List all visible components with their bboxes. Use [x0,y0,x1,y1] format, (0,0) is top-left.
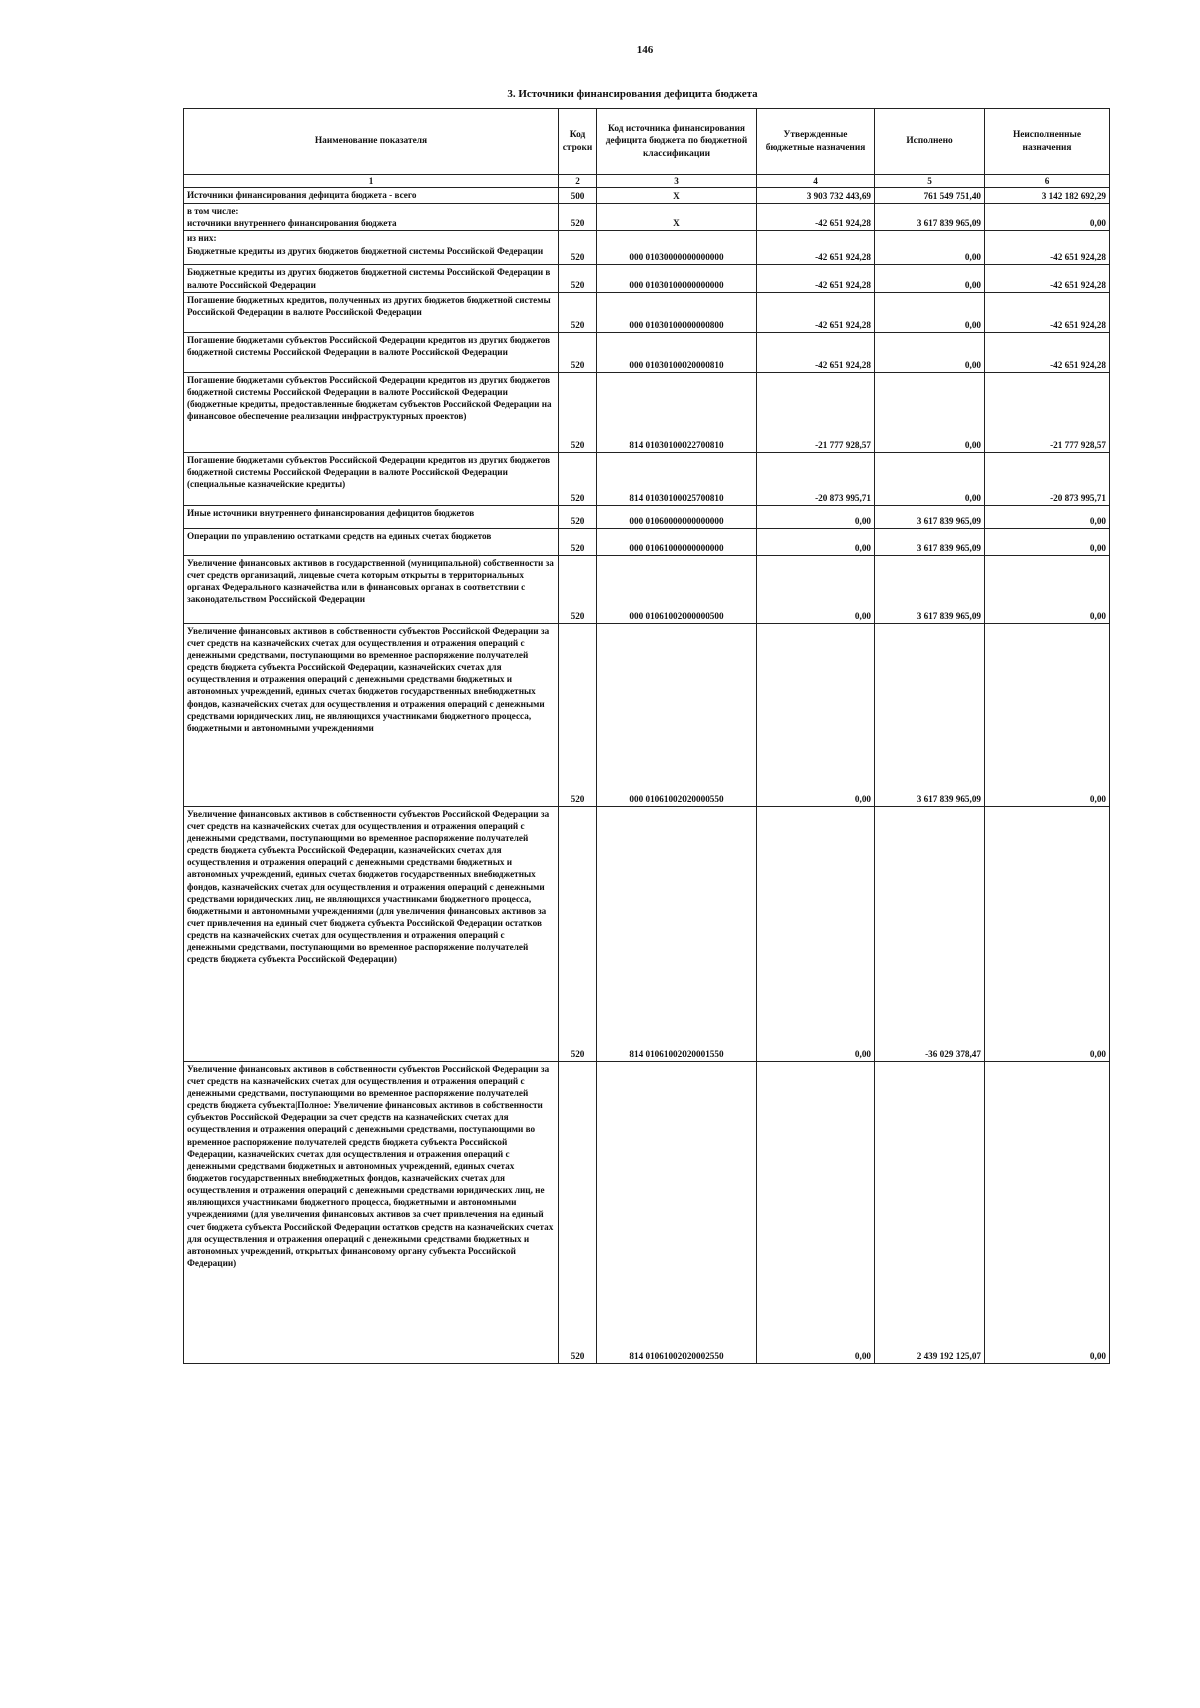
row-name-cell: Погашение бюджетных кредитов, полученных из других бюджетов бюджетной системы Российской Федерации в валюте Российской Федерации [184,292,559,332]
row-executed-cell: 0,00 [875,231,985,265]
row-executed-cell: 3 617 839 965,09 [875,555,985,623]
row-approved-cell: 0,00 [757,505,875,528]
table-row [184,292,1110,332]
table-row [184,528,1110,555]
row-name-cell: Погашение бюджетами субъектов Российской Федерации кредитов из других бюджетов бюджетной системы Российской Федерации в валюте Российской Федерации [184,332,559,372]
row-line-code-cell: 520 [559,452,597,505]
row-unexecuted-cell: 0,00 [985,623,1110,806]
row-executed-cell: 0,00 [875,292,985,332]
row-name-cell: Погашение бюджетами субъектов Российской Федерации кредитов из других бюджетов бюджетной системы Российской Федерации в валюте Российской Федерации (бюджетные кредиты, предоставленные бюджетам субъектов Российской Федерации на финансовое обеспечение реализации инфраструктурных проектов) [184,372,559,452]
column-header-line-code: Код строки [559,109,597,175]
row-name-cell: Увеличение финансовых активов в собственности субъектов Российской Федерации за счет средств на казначейских счетах для осуществления и отражения операций с денежными средствами, поступающими во временное распоряжение получателей средств бюджета субъекта Российской Федерации, казначейских счетах для осуществления и отражения операций с денежными средствами бюджетных и автономных учреждений, единых счетах бюджетов государственных внебюджетных фондов, казначейских счетах для осуществления и отражения операций с денежными средствами юридических лиц, не являющихся участниками бюджетного процесса, бюджетными и автономными учреждениями (для увеличения финансовых активов за счет привлечения на единый счет бюджета субъекта Российской Федерации остатков средств на казначейских счетах для осуществления и отражения операций с денежными средствами, поступающими во временное распоряжение получателей средств бюджета субъекта Российской Федерации) [184,806,559,1061]
row-unexecuted-cell: -42 651 924,28 [985,332,1110,372]
row-source-code-cell: 000 01030100000000800 [597,292,757,332]
table-row [184,452,1110,505]
row-executed-cell: 0,00 [875,372,985,452]
row-approved-cell: 0,00 [757,528,875,555]
column-header-executed: Исполнено [875,109,985,175]
row-line-code-cell: 520 [559,806,597,1061]
column-number-row [184,175,1110,188]
row-line-code-cell: 520 [559,292,597,332]
row-line-code-cell: 500 [559,188,597,204]
row-executed-cell: 761 549 751,40 [875,188,985,204]
table-row [184,188,1110,204]
row-source-code-cell: 000 01060000000000000 [597,505,757,528]
row-unexecuted-cell: -42 651 924,28 [985,231,1110,265]
column-number: 3 [597,175,757,188]
row-name-cell: из них: Бюджетные кредиты из других бюджетов бюджетной системы Российской Федерации [184,231,559,265]
row-approved-cell: 3 903 732 443,69 [757,188,875,204]
row-source-code-cell: 000 01030100000000000 [597,265,757,292]
row-unexecuted-cell: 0,00 [985,528,1110,555]
row-source-code-cell: 814 01030100025700810 [597,452,757,505]
row-approved-cell: 0,00 [757,623,875,806]
row-executed-cell: 0,00 [875,332,985,372]
table-row [184,505,1110,528]
table-body [184,188,1110,1364]
row-source-code-cell: 000 01030100020000810 [597,332,757,372]
row-executed-cell: -36 029 378,47 [875,806,985,1061]
row-approved-cell: 0,00 [757,555,875,623]
row-name-cell: Операции по управлению остатками средств на единых счетах бюджетов [184,528,559,555]
row-source-code-cell: 000 01061002020000550 [597,623,757,806]
column-number: 2 [559,175,597,188]
header-row [184,109,1110,175]
financing-sources-table-container [183,108,1109,1364]
row-line-code-cell: 520 [559,265,597,292]
column-header-name: Наименование показателя [184,109,559,175]
row-unexecuted-cell: -20 873 995,71 [985,452,1110,505]
row-line-code-cell: 520 [559,231,597,265]
column-header-approved: Утвержденные бюджетные назначения [757,109,875,175]
page-number: 146 [636,44,654,56]
row-approved-cell: -42 651 924,28 [757,231,875,265]
row-source-code-cell: 814 01030100022700810 [597,372,757,452]
row-unexecuted-cell: 0,00 [985,1061,1110,1363]
row-line-code-cell: 520 [559,623,597,806]
row-name-cell: Бюджетные кредиты из других бюджетов бюджетной системы Российской Федерации в валюте Российской Федерации [184,265,559,292]
row-name-cell: Источники финансирования дефицита бюджета - всего [184,188,559,204]
row-line-code-cell: 520 [559,332,597,372]
row-source-code-cell: X [597,188,757,204]
row-line-code-cell: 520 [559,528,597,555]
row-executed-cell: 0,00 [875,452,985,505]
column-header-unexecuted: Неисполненные назначения [985,109,1110,175]
row-line-code-cell: 520 [559,204,597,231]
row-approved-cell: 0,00 [757,1061,875,1363]
financing-sources-table [183,108,1110,1364]
table-row [184,231,1110,265]
row-unexecuted-cell: 3 142 182 692,29 [985,188,1110,204]
row-source-code-cell: 000 01030000000000000 [597,231,757,265]
row-source-code-cell: 000 01061002000000500 [597,555,757,623]
row-unexecuted-cell: 0,00 [985,204,1110,231]
row-unexecuted-cell: 0,00 [985,505,1110,528]
row-line-code-cell: 520 [559,1061,597,1363]
row-unexecuted-cell: -42 651 924,28 [985,265,1110,292]
row-source-code-cell: 814 01061002020002550 [597,1061,757,1363]
column-number: 6 [985,175,1110,188]
table-row [184,332,1110,372]
row-source-code-cell: 000 01061000000000000 [597,528,757,555]
row-source-code-cell: 814 01061002020001550 [597,806,757,1061]
table-title: 3. Источники финансирования дефицита бюджета [507,88,758,100]
table-row [184,204,1110,231]
table-row [184,372,1110,452]
row-executed-cell: 3 617 839 965,09 [875,528,985,555]
column-number: 5 [875,175,985,188]
row-executed-cell: 3 617 839 965,09 [875,623,985,806]
row-name-cell: Погашение бюджетами субъектов Российской Федерации кредитов из других бюджетов бюджетной системы Российской Федерации в валюте Российской Федерации (специальные казначейские кредиты) [184,452,559,505]
column-header-source-code: Код источника финансирования дефицита бюджета по бюджетной классификации [597,109,757,175]
row-executed-cell: 2 439 192 125,07 [875,1061,985,1363]
row-line-code-cell: 520 [559,555,597,623]
table-row [184,806,1110,1061]
row-name-cell: в том числе: источники внутреннего финансирования бюджета [184,204,559,231]
table-row [184,623,1110,806]
row-executed-cell: 3 617 839 965,09 [875,505,985,528]
row-approved-cell: -20 873 995,71 [757,452,875,505]
table-row [184,265,1110,292]
row-unexecuted-cell: -42 651 924,28 [985,292,1110,332]
row-approved-cell: 0,00 [757,806,875,1061]
row-name-cell: Иные источники внутреннего финансирования дефицитов бюджетов [184,505,559,528]
row-unexecuted-cell: 0,00 [985,806,1110,1061]
table-row [184,555,1110,623]
row-approved-cell: -42 651 924,28 [757,332,875,372]
row-approved-cell: -21 777 928,57 [757,372,875,452]
row-line-code-cell: 520 [559,505,597,528]
row-approved-cell: -42 651 924,28 [757,292,875,332]
row-approved-cell: -42 651 924,28 [757,265,875,292]
row-name-cell: Увеличение финансовых активов в государственной (муниципальной) собственности за счет средств организаций, лицевые счета которым открыты в территориальных органах Федерального казначейства или в финансовых органах в соответствии с законодательством Российской Федерации [184,555,559,623]
row-name-cell: Увеличение финансовых активов в собственности субъектов Российской Федерации за счет средств на казначейских счетах для осуществления и отражения операций с денежными средствами, поступающими во временное распоряжение получателей средств бюджета субъекта Российской Федерации, казначейских счетах для осуществления и отражения операций с денежными средствами бюджетных и автономных учреждений, единых счетах бюджетов государственных внебюджетных фондов, казначейских счетах для осуществления и отражения операций с денежными средствами юридических лиц, не являющихся участниками бюджетного процесса, бюджетными и автономными учреждениями [184,623,559,806]
row-name-cell: Увеличение финансовых активов в собственности субъектов Российской Федерации за счет средств на казначейских счетах для осуществления и отражения операций с денежными средствами, поступающими во временное распоряжение получателей средств бюджета субъекта|Полное: Увеличение финансовых активов в собственности субъектов Российской Федерации за счет средств на казначейских счетах для осуществления и отражения операций с денежными средствами, поступающими во временное распоряжение получателей средств бюджета субъекта Российской Федерации, казначейских счетах для осуществления и отражения операций с денежными средствами бюджетных и автономных учреждений, единых счетах бюджетов государственных внебюджетных фондов, казначейских счетах для осуществления и отражения операций с денежными средствами юридических лиц, не являющихся участниками бюджетного процесса, бюджетными и автономными учреждениями (для увеличения финансовых активов за счет привлечения на единый счет бюджета субъекта Российской Федерации остатков средств на казначейских счетах для осуществления и отражения операций с денежными средствами бюджетных и автономных учреждений, открытых финансовому органу субъекта Российской Федерации) [184,1061,559,1363]
row-line-code-cell: 520 [559,372,597,452]
row-executed-cell: 3 617 839 965,09 [875,204,985,231]
column-number: 4 [757,175,875,188]
row-unexecuted-cell: -21 777 928,57 [985,372,1110,452]
row-approved-cell: -42 651 924,28 [757,204,875,231]
column-number: 1 [184,175,559,188]
table-row [184,1061,1110,1363]
row-executed-cell: 0,00 [875,265,985,292]
row-unexecuted-cell: 0,00 [985,555,1110,623]
row-source-code-cell: X [597,204,757,231]
